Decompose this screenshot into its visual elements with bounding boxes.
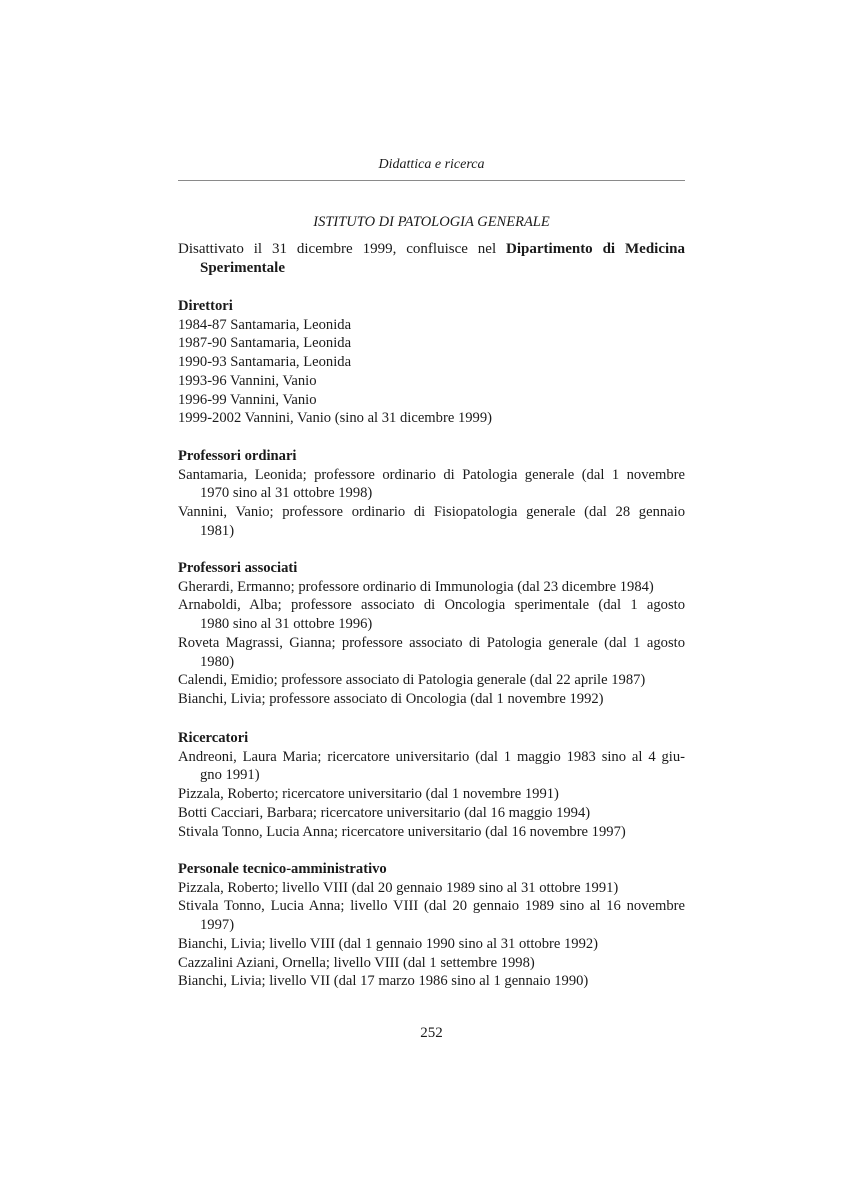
entry-line: Cazzalini Aziani, Ornella; livello VIII (dal 1 settembre 1998) (178, 954, 535, 971)
entry-continuation-line: 1997) (200, 917, 235, 934)
entry-line: Bianchi, Livia; professore associato di Oncologia (dal 1 novembre 1992) (178, 690, 604, 707)
entry-line: 1999-2002 Vannini, Vanio (sino al 31 dicembre 1999) (178, 410, 492, 427)
list-entry (178, 372, 685, 391)
entry-line: Roveta Magrassi, Gianna; professore associato di Patologia generale (dal 1 agosto (178, 634, 685, 651)
entry-line: Santamaria, Leonida; professore ordinario di Patologia generale (dal 1 novembre (178, 466, 685, 483)
list-entry (178, 466, 685, 503)
entry-line: Bianchi, Livia; livello VIII (dal 1 gennaio 1990 sino al 31 ottobre 1992) (178, 935, 599, 952)
list-entry (178, 409, 685, 428)
entry-line: 1984-87 Santamaria, Leonida (178, 316, 352, 333)
list-entry (178, 823, 685, 842)
entry-continuation-line: 1980 sino al 31 ottobre 1996) (200, 616, 373, 633)
entry-line: 1993-96 Vannini, Vanio (178, 372, 317, 389)
entry-line: 1987-90 Santamaria, Leonida (178, 335, 352, 352)
entry-continuation-line: 1980) (200, 653, 235, 670)
intro-text: Disattivato il 31 dicembre 1999, confluisce nel (178, 241, 507, 257)
entry-line: Botti Cacciari, Barbara; ricercatore universitario (dal 16 maggio 1994) (178, 804, 591, 821)
list-entry (178, 785, 685, 804)
section-title: ISTITUTO DI PATOLOGIA GENERALE (313, 214, 550, 230)
header-rule (178, 180, 685, 181)
entry-line: 1996-99 Vannini, Vanio (178, 391, 317, 408)
section-professori-ordinari (178, 447, 685, 541)
entry-continuation-line: 1970 sino al 31 ottobre 1998) (200, 485, 373, 502)
list-entry (178, 954, 685, 973)
section-heading: Personale tecnico-amministrativo (178, 861, 387, 877)
list-entry (178, 503, 685, 540)
list-entry (178, 879, 685, 898)
list-entry (178, 748, 685, 785)
section-heading: Professori associati (178, 560, 298, 576)
entry-line: Gherardi, Ermanno; professore ordinario di Immunologia (dal 23 dicembre 1984) (178, 578, 654, 595)
intro-department: Dipartimento di Medicina (506, 241, 685, 257)
list-entry (178, 972, 685, 991)
list-entry (178, 578, 685, 597)
list-entry (178, 596, 685, 633)
entry-continuation-line: gno 1991) (200, 767, 260, 784)
intro-line-1 (178, 240, 685, 259)
section-professori-associati (178, 559, 685, 709)
entry-line: Stivala Tonno, Lucia Anna; ricercatore universitario (dal 16 novembre 1997) (178, 823, 626, 840)
section-ricercatori (178, 729, 685, 841)
list-entry (178, 690, 685, 709)
entry-line: Calendi, Emidio; professore associato di Patologia generale (dal 22 aprile 1987) (178, 672, 646, 689)
running-head: Didattica e ricerca (378, 157, 485, 172)
intro-department-cont: Sperimentale (200, 259, 285, 276)
list-entry (178, 804, 685, 823)
list-entry (178, 353, 685, 372)
list-entry (178, 897, 685, 934)
entry-line: 1990-93 Santamaria, Leonida (178, 354, 352, 371)
entry-line: Pizzala, Roberto; ricercatore universitario (dal 1 novembre 1991) (178, 786, 559, 803)
section-direttori (178, 297, 685, 428)
list-entry (178, 671, 685, 690)
entry-continuation-line: 1981) (200, 522, 235, 539)
list-entry (178, 391, 685, 410)
entry-line: Vannini, Vanio; professore ordinario di Fisiopatologia generale (dal 28 gennaio (178, 504, 685, 521)
section-heading: Professori ordinari (178, 448, 297, 464)
intro-paragraph (178, 240, 685, 277)
section-heading: Ricercatori (178, 730, 249, 746)
list-entry (178, 316, 685, 335)
section-heading: Direttori (178, 298, 233, 314)
list-entry (178, 634, 685, 671)
page-number: 252 (420, 1025, 443, 1041)
intro-line-2 (178, 259, 685, 278)
list-entry (178, 935, 685, 954)
section-personale-tecnico (178, 860, 685, 991)
entry-line: Bianchi, Livia; livello VII (dal 17 marzo 1986 sino al 1 gennaio 1990) (178, 973, 589, 990)
entry-line: Arnaboldi, Alba; professore associato di Oncologia sperimentale (dal 1 agosto (178, 597, 685, 614)
entry-line: Stivala Tonno, Lucia Anna; livello VIII (dal 20 gennaio 1989 sino al 16 novembre (178, 898, 685, 915)
entry-line: Andreoni, Laura Maria; ricercatore universitario (dal 1 maggio 1983 sino al 4 giu- (178, 748, 685, 765)
entry-line: Pizzala, Roberto; livello VIII (dal 20 gennaio 1989 sino al 31 ottobre 1991) (178, 879, 619, 896)
list-entry (178, 334, 685, 353)
